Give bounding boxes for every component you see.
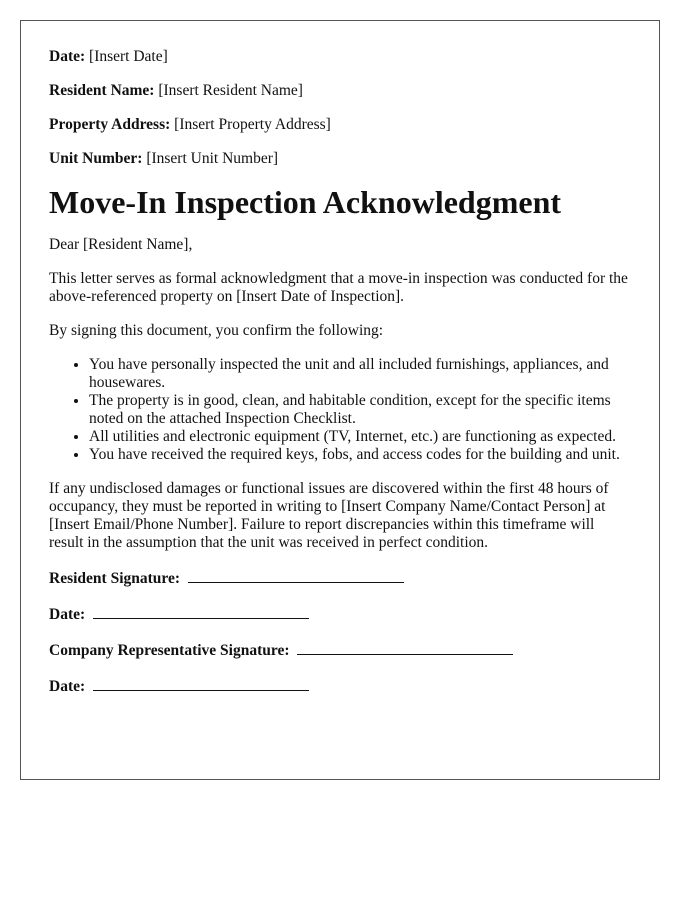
unit-number-value: [Insert Unit Number]	[146, 150, 279, 167]
list-item: • The property is in good, clean, and habitable condition, except for the specific items noted on the attached Inspection Checklist.	[89, 392, 631, 428]
confirmation-list	[49, 356, 631, 464]
list-item: • You have personally inspected the unit and all included furnishings, appliances, and housewares.	[89, 356, 631, 392]
resident-date-label: Date:	[49, 606, 86, 623]
company-date-label: Date:	[49, 678, 86, 695]
resident-signature-row	[49, 568, 631, 588]
date-label: Date:	[49, 48, 86, 65]
resident-name-label: Resident Name:	[49, 82, 155, 99]
resident-name-value: [Insert Resident Name]	[158, 82, 303, 99]
property-address-label: Property Address:	[49, 116, 171, 133]
resident-date-row	[49, 604, 631, 624]
resident-signature-label: Resident Signature:	[49, 570, 181, 587]
property-address-value: [Insert Property Address]	[174, 116, 331, 133]
company-date-line[interactable]	[93, 676, 309, 691]
company-signature-label: Company Representative Signature:	[49, 642, 290, 659]
list-item: • All utilities and electronic equipment (TV, Internet, etc.) are functioning as expected.	[89, 428, 631, 446]
property-address-field	[49, 116, 631, 134]
resident-name-field	[49, 82, 631, 100]
date-value: [Insert Date]	[89, 48, 168, 65]
confirm-lead: By signing this document, you confirm the following:	[49, 322, 384, 339]
unit-number-label: Unit Number:	[49, 150, 143, 167]
resident-date-line[interactable]	[93, 604, 309, 619]
resident-signature-line[interactable]	[188, 568, 404, 583]
list-item: • You have received the required keys, fobs, and access codes for the building and unit.	[89, 446, 631, 464]
company-signature-row	[49, 640, 631, 660]
closing-paragraph: If any undisclosed damages or functional issues are discovered within the first 48 hours of occupancy, they must be reported in writing to [Insert Company Name/Contact Person] at [Insert Email/Phone Number]. Failure to report discrepancies within this timeframe will result in the assumption that the unit was received in perfect condition.	[49, 480, 609, 551]
salutation: Dear [Resident Name],	[49, 236, 193, 253]
company-signature-line[interactable]	[297, 640, 513, 655]
intro-paragraph: This letter serves as formal acknowledgment that a move-in inspection was conducted for the above-referenced property on [Insert Date of Inspection].	[49, 270, 628, 305]
letter-page	[20, 20, 660, 780]
date-field	[49, 48, 631, 66]
unit-number-field	[49, 150, 631, 168]
document-title: Move-In Inspection Acknowledgment	[49, 184, 562, 220]
company-date-row	[49, 676, 631, 696]
